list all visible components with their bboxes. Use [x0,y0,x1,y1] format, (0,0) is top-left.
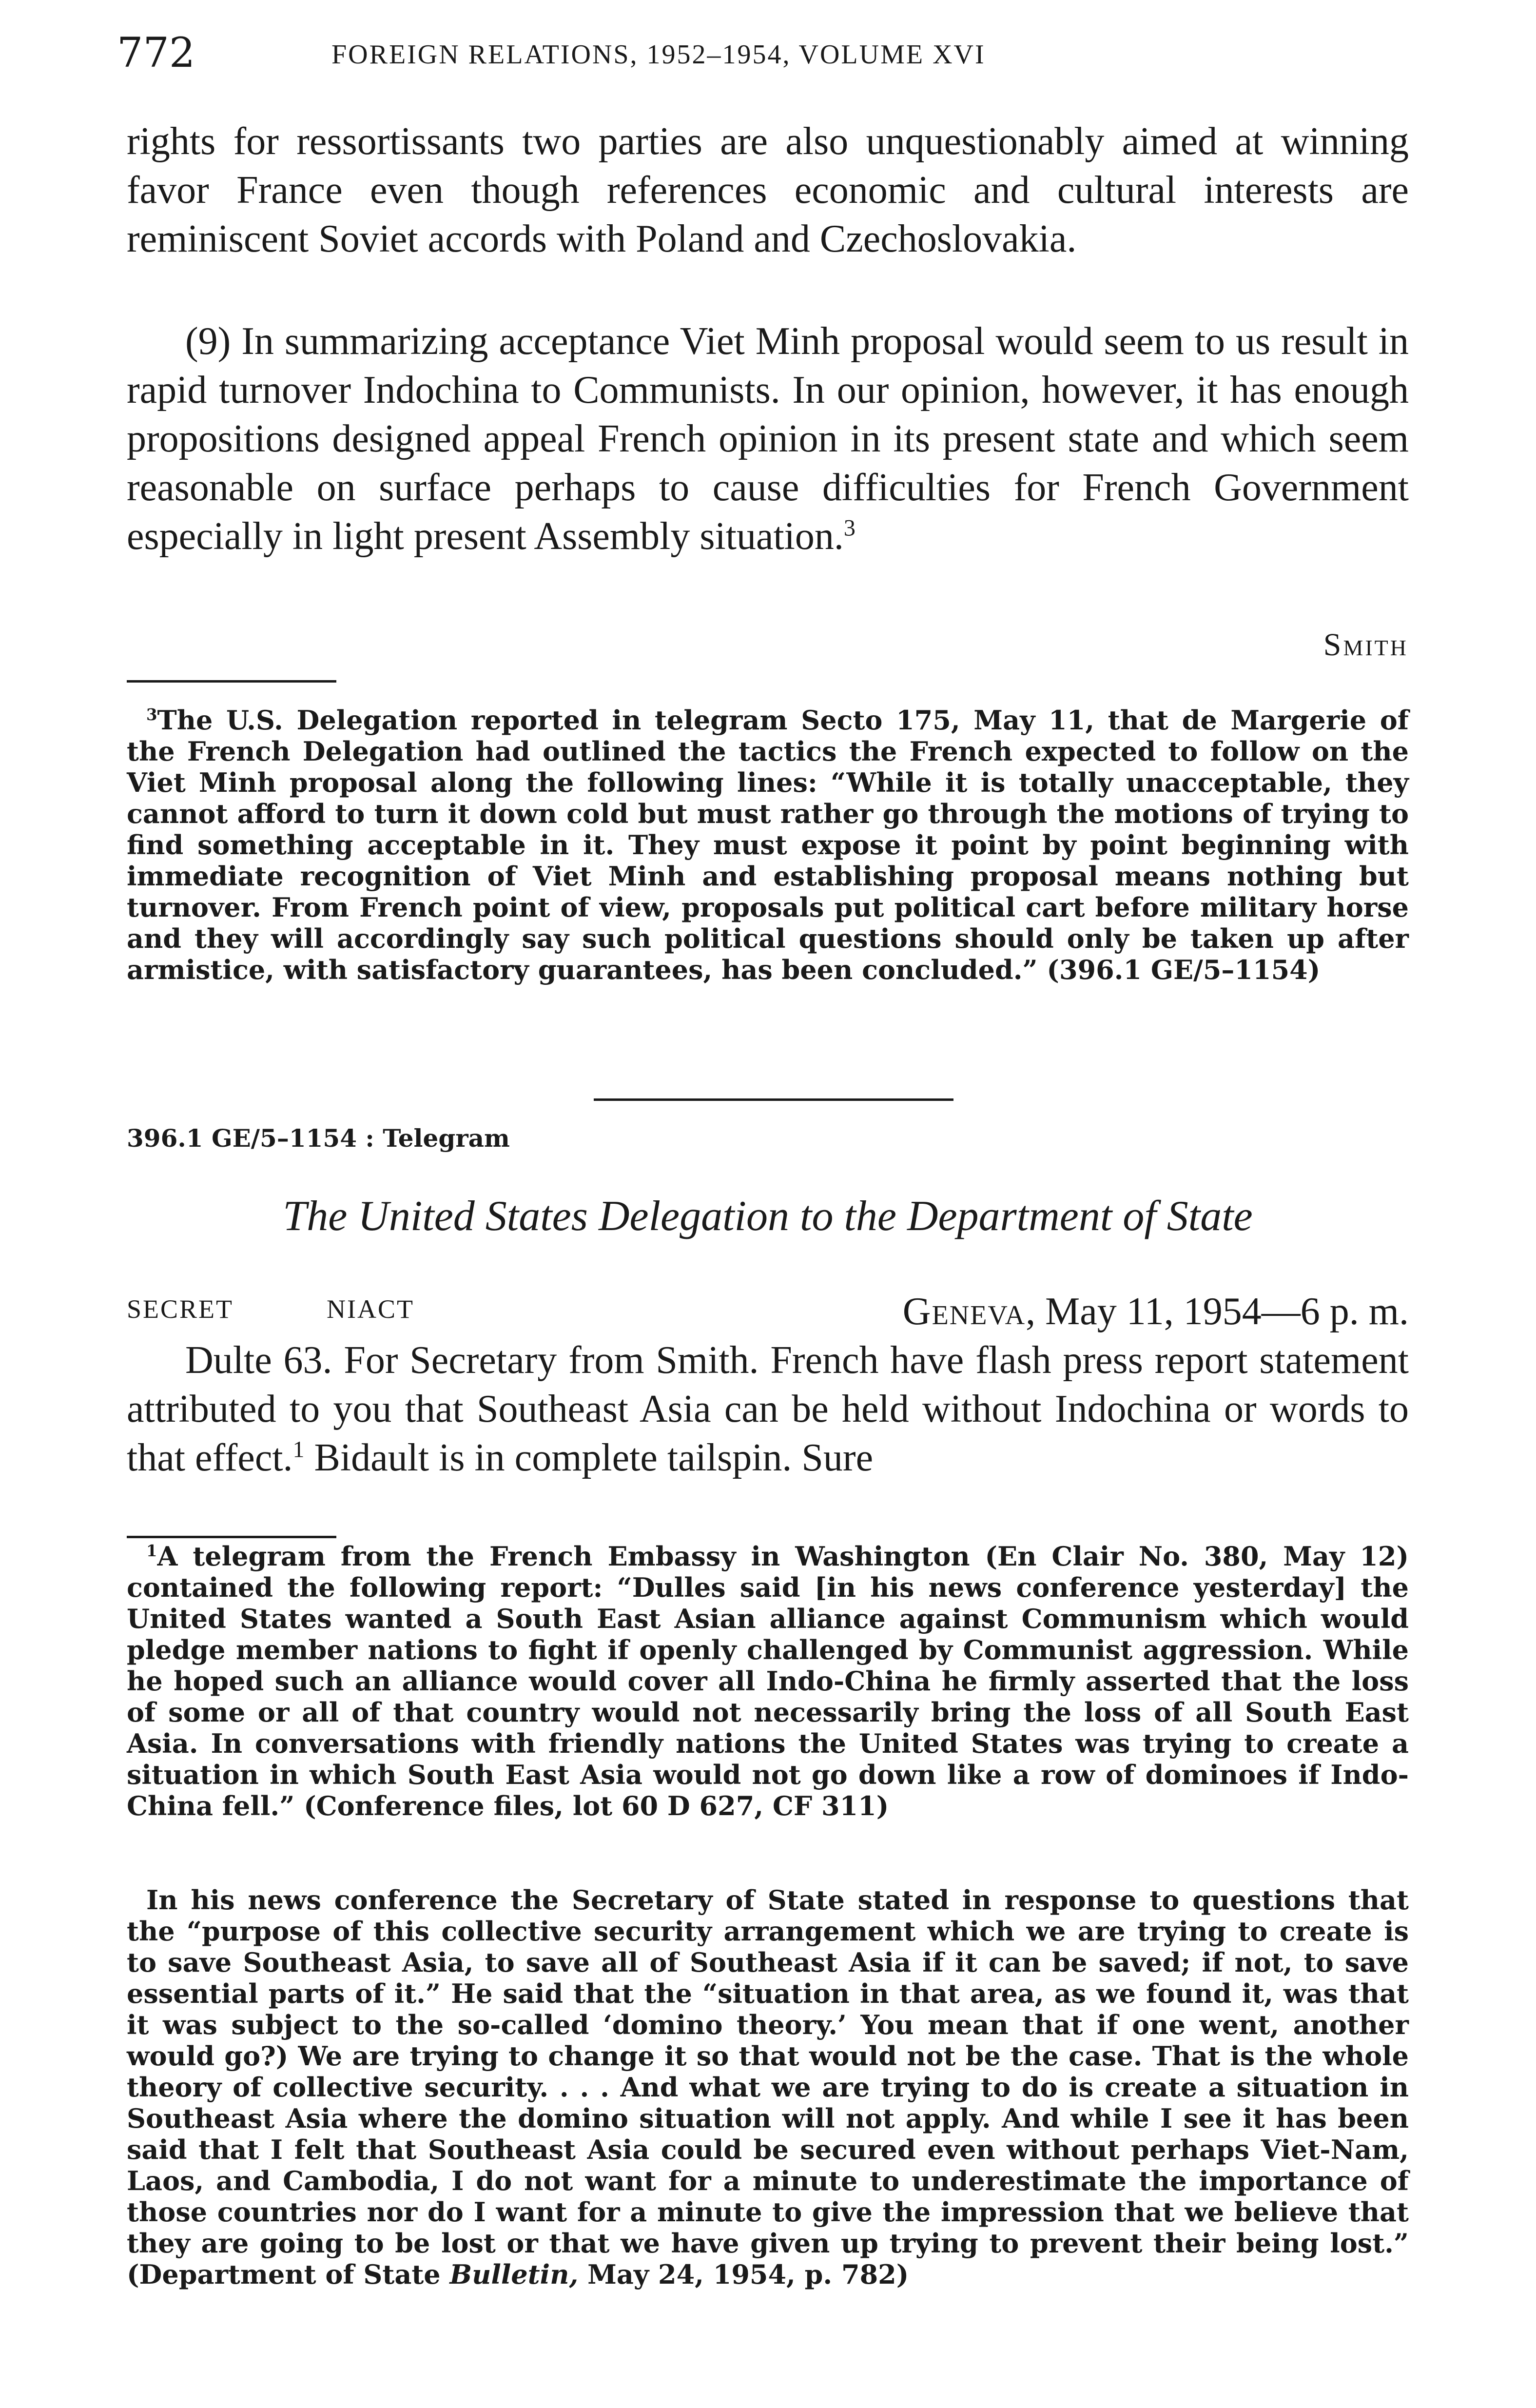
page-number: 772 [117,29,195,77]
signature-smith: Smith [1323,627,1408,663]
footnote-1-para-1 [127,1541,1409,1821]
footnote-1-para-2 [127,1884,1409,2290]
footnote-marker-3: 3 [843,515,855,541]
telegram-body-start: Dulte 63. For Secretary from Smith. French have flash press report statement attributed to you that Southeast Asia can be held without Indochina or words to that effect. [127,1339,1409,1479]
place-date [903,1287,1409,1336]
footnote-rule-2 [127,1536,336,1538]
footnote-3 [127,705,1409,985]
place: Geneva [902,1290,1026,1333]
footnote-1-marker: 1 [146,1542,157,1560]
page-header [117,28,1414,82]
footnote-rule-1 [127,680,336,683]
running-title: FOREIGN RELATIONS, 1952–1954, VOLUME XVI [331,39,986,70]
footnote-marker-1: 1 [292,1436,305,1463]
footnote-3-marker: 3 [146,705,157,724]
document-title: The United States Delegation to the Department of State [283,1193,1253,1240]
bulletin-title: Bulletin, [449,2259,579,2290]
footnote-1-para-1-text: A telegram from the French Embassy in Washington (En Clair No. 380, May 12) contained the following report: “Dulles said [in his news conference yesterday] the United States wanted a South East Asian alliance against Communism which would pledge member nations to fight if openly challenged by Communist aggression. While he hoped such an alliance would cover all Indo-China he firmly asserted that the loss of some or all of that country would not necessarily bring the loss of all South East Asia. In conversations with friendly nations the United States was trying to create a situation in which South East Asia would not go down like a row of dominoes if Indo-China fell.” (Conference files, lot 60 D 627, CF 311) [127,1541,1409,1821]
document-separator [594,1098,953,1101]
telegram-meta [127,1287,1409,1336]
footnote-3-text: The U.S. Delegation reported in telegram Secto 175, May 11, that de Margerie of the French Delegation had outlined the tactics the French expected to follow on the Viet Minh proposal along the following lines: “While it is totally unacceptable, they cannot afford to turn it down cold but must rather go through the motions of trying to find something acceptable in it. They must expose it point by point beginning with immediate recognition of Viet Minh and establishing proposal means nothing but turnover. From French point of view, proposals put political cart before military horse and they will accordingly say such political questions should only be taken up after armistice, with satisfactory guarantees, has been concluded.” (396.1 GE/5–1154) [127,705,1409,985]
paragraph-9-text: (9) In summarizing acceptance Viet Minh proposal would seem to us result in rapid turnover Indochina to Communists. In our opinion, however, it has enough propositions designed appeal French opinion in its present state and which seem reasonable on surface perhaps to cause difficulties for French Government especially in light present Assembly situation. [127,320,1409,558]
file-reference: 396.1 GE/5–1154 : Telegram [127,1124,510,1153]
telegram-body [127,1336,1409,1482]
footnote-1-para-2-end: May 24, 1954, p. 782) [578,2259,909,2290]
telegram-body-end: Bidault is in complete tailspin. Sure [304,1436,874,1479]
date-time: , May 11, 1954—6 p. m. [1026,1290,1409,1333]
footnote-1-para-2-text: In his news conference the Secretary of State stated in response to questions that the “purpose of this collective security arrangement which we are trying to create is to save Southeast Asia, to save all of Southeast Asia if it can be saved; if not, to save essential parts of it.” He said that the “situation in that area, as we found it, was that it was subject to the so-called ‘domino theory.’ You mean that if one went, another would go?) We are trying to change it so that would not be the case. That is the whole theory of collective security. . . . And what we are trying to do is create a situation in Southeast Asia where the domino situation will not apply. And while I see it has been said that I felt that Southeast Asia could be secured even without perhaps Viet-Nam, Laos, and Cambodia, I do not want for a minute to underestimate the importance of those countries nor do I want for a minute to give the impression that we believe that they are going to be lost or that we have given up trying to prevent their being lost.” (Department of State [127,1884,1409,2290]
classification: SECRET [127,1294,234,1324]
precedence: NIACT [327,1294,414,1324]
continued-paragraph: rights for ressortissants two parties are also unquestionably aimed at winning favor France even though references economic and cultural interests are reminiscent Soviet accords with Poland and Czechoslovakia. [127,120,1409,260]
paragraph-9 [127,317,1409,561]
